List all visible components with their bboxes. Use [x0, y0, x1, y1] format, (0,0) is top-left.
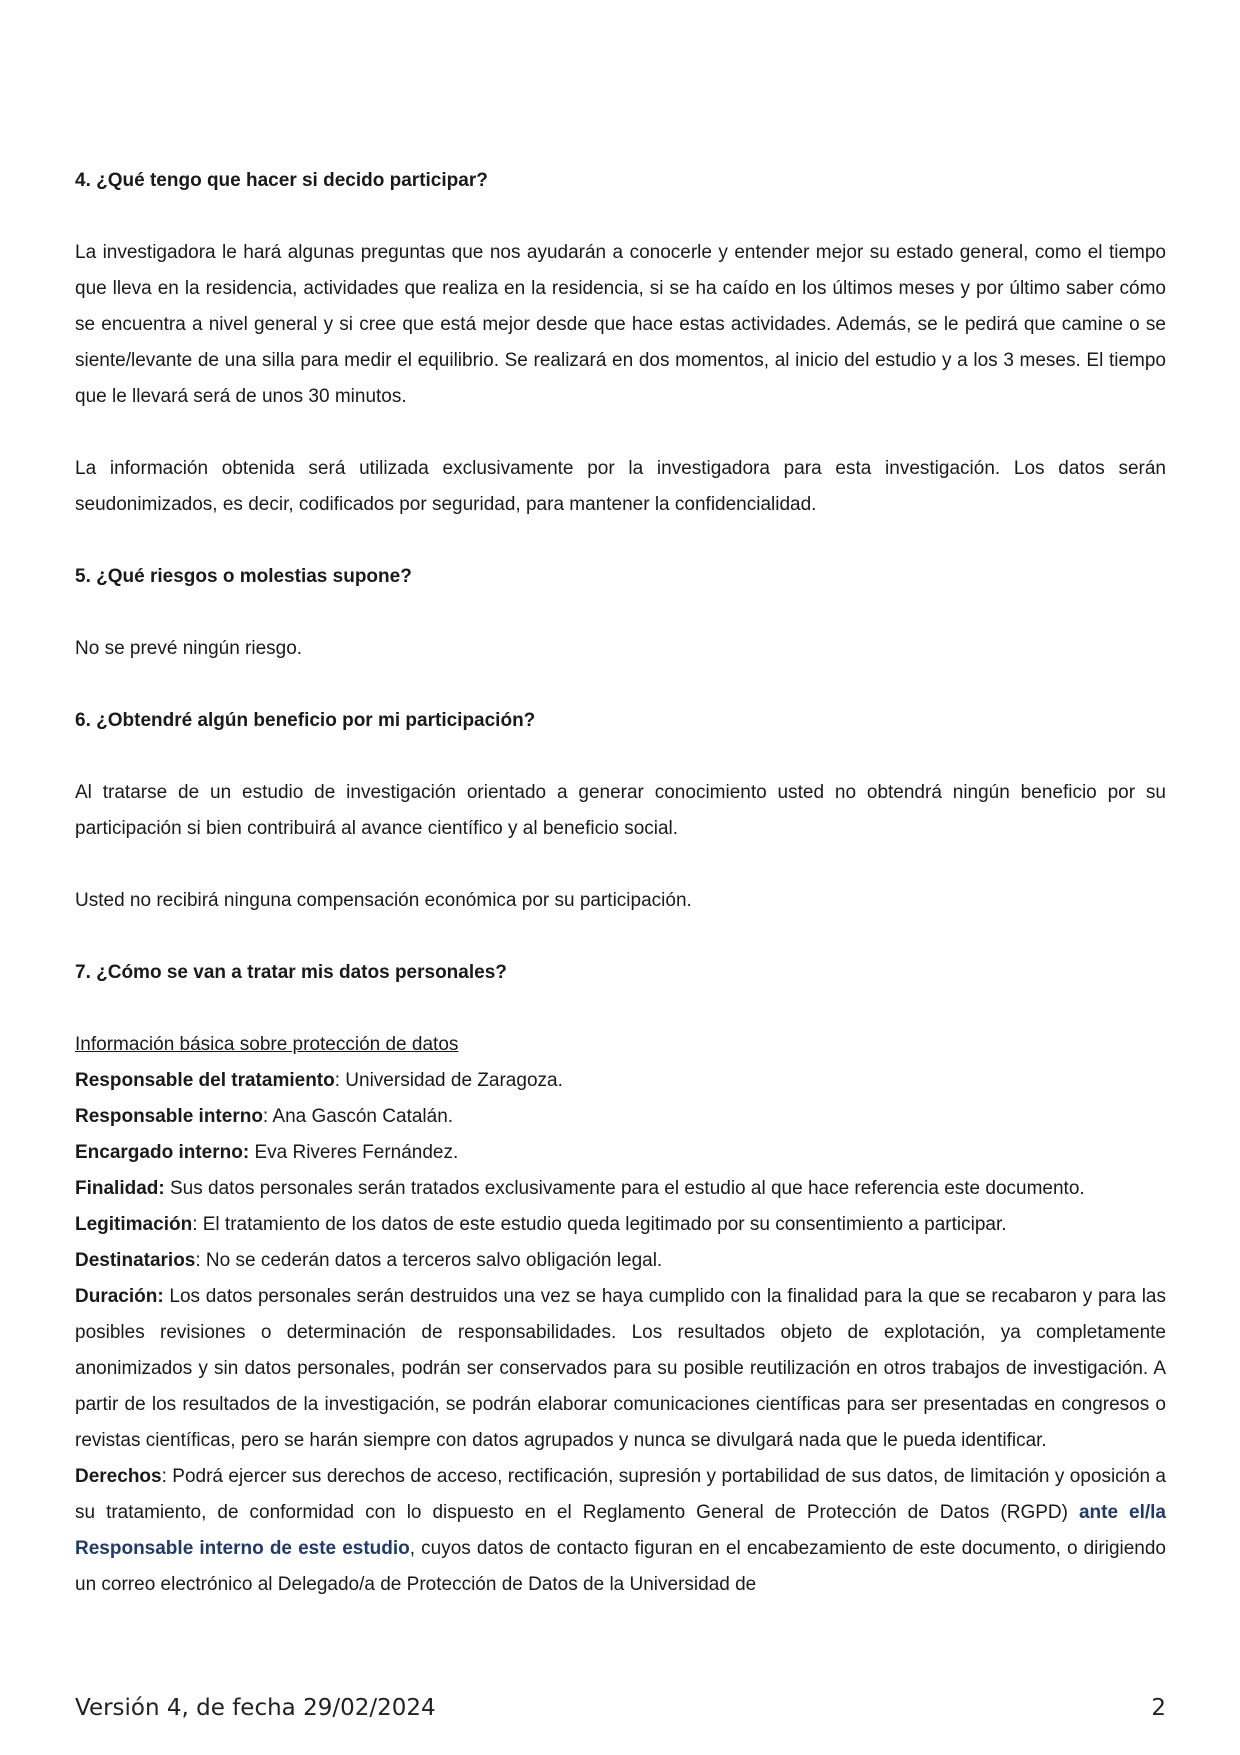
field-label: Derechos — [75, 1466, 162, 1487]
section-6-paragraph-2: Usted no recibirá ninguna compensación económica por su participación. — [75, 890, 692, 911]
field-value: : Podrá ejercer sus derechos de acceso, rectificación, supresión y portabilidad de sus datos, de limitación y oposición a su tratamiento, de conformidad con lo dispuesto en el Reglamento General de Protección de Datos (RGPD) — [75, 1466, 1166, 1523]
field-label: Encargado interno: — [75, 1142, 250, 1163]
field-derechos — [75, 1459, 1166, 1603]
document-body — [75, 163, 1166, 1603]
field-value: Eva Riveres Fernández. — [249, 1142, 459, 1163]
field-responsable-interno — [75, 1099, 1166, 1135]
page-footer — [75, 1693, 1166, 1723]
field-encargado-interno — [75, 1135, 1166, 1171]
section-4-paragraph-1: La investigadora le hará algunas preguntas que nos ayudarán a conocerle y entender mejor su estado general, como el tiempo que lleva en la residencia, actividades que realiza en la residencia, si se ha caído en los últimos meses y por último saber cómo se encuentra a nivel general y si cree que está mejor desde que hace estas actividades. Además, se le pedirá que camine o se siente/levante de una silla para medir el equilibrio. Se realizará en dos momentos, al inicio del estudio y a los 3 meses. El tiempo que le llevará será de unos 30 minutos. — [75, 242, 1166, 407]
field-label: Responsable del tratamiento — [75, 1070, 335, 1091]
section-7-heading: 7. ¿Cómo se van a tratar mis datos personales? — [75, 962, 507, 983]
field-value: : Universidad de Zaragoza. — [334, 1070, 563, 1091]
responsable-interno-highlight: ante el/la Responsable interno de este estudio — [75, 1502, 1166, 1559]
field-legitimacion — [75, 1207, 1166, 1243]
field-responsable-tratamiento — [75, 1063, 1166, 1099]
field-value: Los datos personales serán destruidos una vez se haya cumplido con la finalidad para la que se recabaron y para las posibles revisiones o determinación de responsabilidades. Los resultados objeto de explotación, ya completamente anonimizados y sin datos personales, podrán ser conservados para su posible reutilización en otros trabajos de investigación. A partir de los resultados de la investigación, se podrán elaborar comunicaciones científicas para ser presentadas en congresos o revistas científicas, pero se harán siempre con datos agrupados y nunca se divulgará nada que le pueda identificar. — [75, 1286, 1166, 1451]
field-value: Sus datos personales serán tratados exclusivamente para el estudio al que hace referencia este documento. — [164, 1178, 1085, 1199]
field-finalidad — [75, 1171, 1166, 1207]
field-value-continued: , cuyos datos de contacto figuran en el encabezamiento de este documento, o dirigiendo un correo electrónico al Delegado/a de Protección de Datos de la Universidad de — [75, 1538, 1166, 1595]
data-protection-subtitle: Información básica sobre protección de datos — [75, 1034, 459, 1055]
field-value: : No se cederán datos a terceros salvo obligación legal. — [195, 1250, 663, 1271]
field-value: : Ana Gascón Catalán. — [262, 1106, 454, 1127]
field-label: Duración: — [75, 1286, 164, 1307]
field-label: Legitimación — [75, 1214, 193, 1235]
section-5-paragraph-1: No se prevé ningún riesgo. — [75, 638, 303, 659]
field-duracion — [75, 1279, 1166, 1459]
field-label: Responsable interno — [75, 1106, 263, 1127]
field-label: Finalidad: — [75, 1178, 165, 1199]
field-destinatarios — [75, 1243, 1166, 1279]
section-5-heading: 5. ¿Qué riesgos o molestias supone? — [75, 566, 412, 587]
page-number: 2 — [1151, 1695, 1166, 1721]
field-value: : El tratamiento de los datos de este estudio queda legitimado por su consentimiento a participar. — [192, 1214, 1007, 1235]
field-label: Destinatarios — [75, 1250, 196, 1271]
version-date: Versión 4, de fecha 29/02/2024 — [75, 1695, 436, 1721]
section-6-heading: 6. ¿Obtendré algún beneficio por mi participación? — [75, 710, 536, 731]
section-6-paragraph-1: Al tratarse de un estudio de investigación orientado a generar conocimiento usted no obtendrá ningún beneficio por su participación si bien contribuirá al avance científico y al beneficio social. — [75, 782, 1166, 839]
section-4-paragraph-2: La información obtenida será utilizada exclusivamente por la investigadora para esta investigación. Los datos serán seudonimizados, es decir, codificados por seguridad, para mantener la confidencialidad. — [75, 458, 1166, 515]
section-4-heading: 4. ¿Qué tengo que hacer si decido participar? — [75, 170, 488, 191]
